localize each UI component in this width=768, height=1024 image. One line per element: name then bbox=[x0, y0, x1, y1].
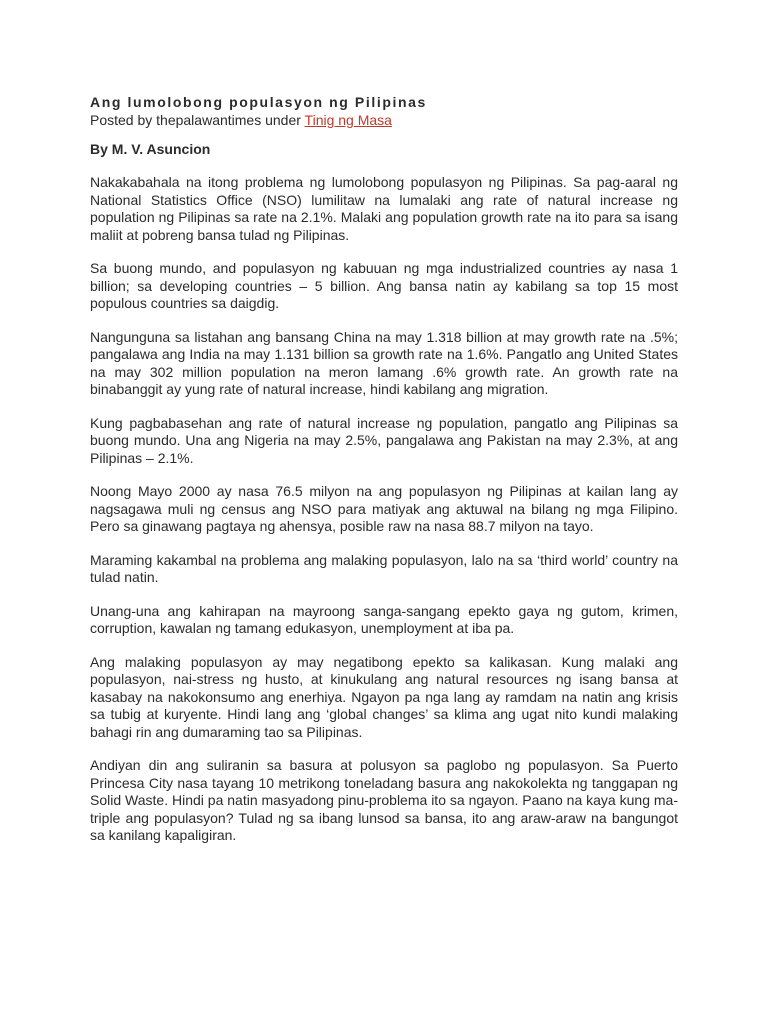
paragraph-2: Sa buong mundo, and populasyon ng kabuuan ng mga industrialized countries ay nasa 1 billion; sa developing countries – 5 billion. Ang bansa natin ay kabilang sa top 15 most populous countries sa daigdig. bbox=[90, 260, 678, 311]
paragraph-8: Ang malaking populasyon ay may negatibong epekto sa kalikasan. Kung malaki ang populasyon, nai-stress ng husto, at kinukulang ang natural resources ng isang bansa at kasabay na nakokonsumo ang enerhiya. Ngayon pa nga lang ay ramdam na natin ang krisis sa tubig at kuryente. Hindi lang ang ‘global changes’ sa klima ang ugat nito kundi malaking bahagi rin ang dumaraming tao sa Pilipinas. bbox=[90, 653, 678, 740]
article bbox=[90, 94, 678, 845]
paragraph-7: Unang-una ang kahirapan na mayroong sanga-sangang epekto gaya ng gutom, krimen, corruption, kawalan ng tamang edukasyon, unemployment at iba pa. bbox=[90, 602, 678, 636]
posted-by-text: Posted by thepalawantimes under bbox=[90, 112, 305, 128]
paragraph-6: Maraming kakambal na problema ang malaking populasyon, lalo na sa ‘third world’ country na tulad natin. bbox=[90, 551, 678, 585]
paragraph-5: Noong Mayo 2000 ay nasa 76.5 milyon na ang populasyon ng Pilipinas at kailan lang ay nagsagawa muli ng census ang NSO para matiyak ang aktuwal na bilang ng mga Filipino. Pero sa ginawang pagtaya ng ahensya, posible raw na nasa 88.7 milyon na tayo. bbox=[90, 483, 678, 534]
article-title: Ang lumolobong populasyon ng Pilipinas bbox=[90, 94, 427, 110]
paragraph-3: Nangunguna sa listahan ang bansang China na may 1.318 billion at may growth rate na .5%; pangalawa ang India na may 1.131 billion sa growth rate na 1.6%. Pangatlo ang United States na may 302 million population na meron lamang .6% growth rate. An growth rate na binabanggit ay yung rate of natural increase, hindi kabilang ang migration. bbox=[90, 328, 678, 397]
author-byline: By M. V. Asuncion bbox=[90, 141, 211, 157]
category-link[interactable]: Tinig ng Masa bbox=[304, 112, 392, 128]
paragraph-1: Nakakabahala na itong problema ng lumolobong populasyon ng Pilipinas. Sa pag-aaral ng National Statistics Office (NSO) lumilitaw na lumalaki ang rate of natural increase ng population ng Pilipinas sa rate na 2.1%. Malaki ang population growth rate na ito para sa isang maliit at pobreng bansa tulad ng Pilipinas. bbox=[90, 174, 678, 243]
paragraph-9: Andiyan din ang suliranin sa basura at polusyon sa paglobo ng populasyon. Sa Puerto Princesa City nasa tayang 10 metrikong toneladang basura ang nakokolekta ng tanggapan ng Solid Waste. Hindi pa natin masyadong pinu-problema ito sa ngayon. Paano na kaya kung ma-triple ang populasyon? Tulad ng sa ibang lunsod sa bansa, ito ang araw-araw na bangungot sa kanilang kapaligiran. bbox=[90, 757, 678, 843]
paragraph-4: Kung pagbabasehan ang rate of natural increase ng population, pangatlo ang Pilipinas sa buong mundo. Una ang Nigeria na may 2.5%, pangalawa ang Pakistan na may 2.3%, at ang Pilipinas – 2.1%. bbox=[90, 414, 678, 466]
posted-by-line bbox=[90, 111, 678, 129]
